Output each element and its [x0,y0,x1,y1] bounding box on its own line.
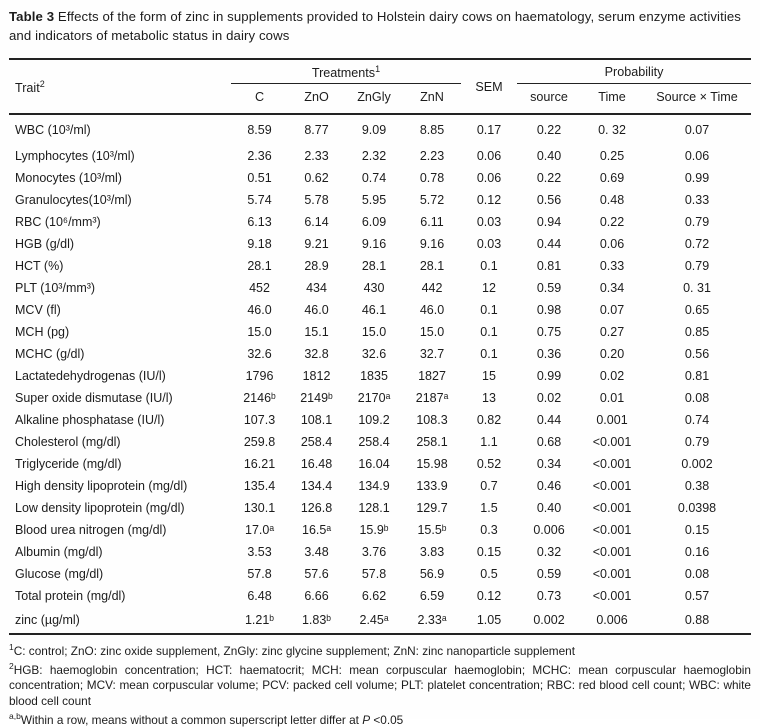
value-cell-p-source-x-time: 0.38 [684,479,710,494]
value-cell-znn: 2187ᵃ [415,391,449,406]
value-cell-zno: 32.8 [304,347,329,362]
footnote-3-text: Within a row, means without a common superscript letter differ at [20,712,363,727]
value-cell-zngly: 6.09 [361,215,387,230]
value-cell-zngly: 6.62 [361,589,387,604]
value-cell-sem: 1.1 [480,435,498,450]
value-cell-p-source: 0.32 [536,545,562,560]
value-cell-sem: 0.1 [480,259,498,274]
value-cell-sem: 0.3 [480,523,498,538]
value-cell-c: 6.48 [247,589,272,604]
value-cell-p-source: 0.59 [536,281,562,296]
value-cell-zngly: 46.1 [361,303,387,318]
value-cell-zngly: 430 [363,281,385,296]
trait-cell: Lymphocytes (10³/ml) [15,149,135,164]
value-cell-p-source-x-time: 0.72 [684,237,710,252]
value-cell-znn: 2.33ᵃ [417,613,447,628]
value-cell-p-source: 0.006 [533,523,565,538]
value-cell-znn: 6.59 [419,589,445,604]
trait-cell: Triglyceride (mg/dl) [15,457,122,472]
value-cell-p-source: 0.34 [536,457,562,472]
value-cell-c: 5.74 [247,193,272,208]
value-cell-p-source: 0.46 [536,479,562,494]
value-cell-p-source: 0.36 [536,347,562,362]
table-body [9,114,751,634]
value-cell-p-time: <0.001 [592,457,632,472]
footnote-2-text: HGB: haemoglobin concentration; HCT: haematocrit; MCH: mean corpuscular haemoglobin; MCHC: mean corpuscular haemoglobin concentration; MCV: mean corpuscular volume; PCV: packed cell volume; PLT: platelet concentration; RBC: red blood cell count; WBC: white blood cell count [9,663,751,708]
footnote-3 [9,709,751,728]
table-row [9,321,751,343]
value-cell-c: 1796 [245,369,274,384]
value-cell-c: 17.0ᵃ [245,523,274,538]
trait-cell: WBC (10³/ml) [15,123,91,138]
value-cell-p-source: 0.40 [536,501,562,516]
value-cell-znn: 2.23 [419,149,445,164]
value-cell-p-source: 0.002 [533,613,565,628]
trait-cell: HCT (%) [15,259,64,274]
table-number: Table 3 [9,9,55,24]
value-cell-p-time: <0.001 [592,523,632,538]
value-cell-zno: 57.6 [304,567,329,582]
table-row [9,114,751,145]
value-cell-znn: 9.16 [419,237,445,252]
value-cell-znn: 5.72 [419,193,445,208]
value-cell-p-time: 0.27 [599,325,625,340]
footnote-1 [9,640,751,659]
value-cell-znn: 28.1 [419,259,445,274]
value-cell-p-source-x-time: 0.79 [684,215,710,230]
value-cell-c: 16.21 [243,457,276,472]
value-cell-znn: 6.11 [420,215,444,230]
value-cell-p-source-x-time: 0.08 [684,391,710,406]
results-table [9,58,751,635]
value-cell-c: 452 [249,281,270,296]
value-cell-zno: 16.5ᵃ [302,523,331,538]
trait-cell: Lactatedehydrogenas (IU/l) [15,369,166,384]
value-cell-zno: 16.48 [300,457,333,472]
value-cell-p-source-x-time: 0.88 [684,613,710,628]
col-header-zngly: ZnGly [345,84,403,115]
value-cell-p-source: 0.98 [536,303,562,318]
table-caption [9,8,751,45]
value-cell-zngly: 2.32 [361,149,387,164]
value-cell-zngly: 5.95 [361,193,387,208]
value-cell-zngly: 1835 [360,369,388,384]
value-cell-zno: 258.4 [300,435,333,450]
col-header-source: source [517,84,581,115]
value-cell-p-time: 0.001 [596,413,628,428]
table-row [9,365,751,387]
table-row [9,167,751,189]
value-cell-p-time: <0.001 [592,501,632,516]
table-row [9,277,751,299]
value-cell-sem: 0.17 [476,123,502,138]
probability-group-header: Probability [517,59,751,84]
value-cell-znn: 3.83 [419,545,445,560]
value-cell-sem: 15 [482,369,496,384]
value-cell-zngly: 9.16 [361,237,387,252]
table-row [9,299,751,321]
value-cell-zngly: 258.4 [358,435,390,450]
value-cell-p-source-x-time: 0.56 [684,347,710,362]
value-cell-p-source: 0.73 [536,589,562,604]
value-cell-znn: 108.3 [416,413,448,428]
value-cell-p-source-x-time: 0.16 [684,545,710,560]
value-cell-p-source: 0.81 [536,259,562,274]
value-cell-zngly: 15.0 [361,325,387,340]
col-header-znn: ZnN [403,84,461,115]
value-cell-znn: 15.98 [416,457,448,472]
trait-cell: Granulocytes(10³/ml) [15,193,132,208]
value-cell-sem: 0.7 [480,479,498,494]
value-cell-c: 6.13 [247,215,272,230]
value-cell-p-source: 0.40 [536,149,562,164]
value-cell-p-time: 0.25 [599,149,625,164]
value-cell-c: 2.36 [247,149,272,164]
value-cell-znn: 32.7 [419,347,445,362]
col-header-c: C [231,84,288,115]
value-cell-zngly: 0.74 [361,171,387,186]
value-cell-zno: 0.62 [304,171,329,186]
value-cell-sem: 0.12 [476,589,502,604]
value-cell-znn: 129.7 [416,501,448,516]
value-cell-p-source-x-time: 0.06 [684,149,710,164]
value-cell-c: 1.21ᵇ [244,613,275,628]
trait-cell: MCH (pg) [15,325,70,340]
value-cell-p-time: 0.07 [599,303,625,318]
value-cell-p-time: <0.001 [592,567,632,582]
sem-column-header: SEM [461,59,517,114]
table-row [9,233,751,255]
value-cell-p-time: <0.001 [592,435,632,450]
value-cell-p-source: 0.99 [536,369,562,384]
value-cell-p-time: 0.02 [599,369,625,384]
value-cell-zno: 46.0 [304,303,329,318]
value-cell-p-source-x-time: 0.99 [684,171,710,186]
value-cell-p-source: 0.44 [536,413,562,428]
value-cell-zngly: 15.9ᵇ [359,523,389,538]
value-cell-zno: 2.33 [304,149,329,164]
value-cell-p-time: 0.22 [599,215,625,230]
table-row [9,211,751,233]
value-cell-p-source: 0.94 [536,215,562,230]
value-cell-p-time: 0.48 [599,193,625,208]
value-cell-p-source: 0.56 [536,193,562,208]
value-cell-p-source-x-time: 0.08 [684,567,710,582]
table-row [9,387,751,409]
value-cell-p-source-x-time: 0.79 [684,435,710,450]
value-cell-sem: 0.82 [476,413,502,428]
value-cell-p-time: 0.34 [599,281,625,296]
value-cell-sem: 1.05 [476,613,502,628]
value-cell-znn: 1827 [418,369,446,384]
value-cell-sem: 0.06 [476,171,502,186]
trait-cell: HGB (g/dl) [15,237,75,252]
trait-cell: Super oxide dismutase (IU/l) [15,391,173,406]
value-cell-zno: 28.9 [304,259,329,274]
value-cell-sem: 0.1 [480,347,498,362]
table-row [9,431,751,453]
value-cell-zngly: 32.6 [361,347,387,362]
value-cell-sem: 13 [482,391,496,406]
footnote-1-text: C: control; ZnO: zinc oxide supplement, ZnGly: zinc glycine supplement; ZnN: zinc nanoparticle supplement [13,644,576,659]
value-cell-p-time: 0.20 [599,347,625,362]
value-cell-p-time: <0.001 [592,545,632,560]
trait-cell: MCHC (g/dl) [15,347,85,362]
value-cell-zngly: 28.1 [361,259,387,274]
table-row [9,585,751,607]
value-cell-sem: 0.1 [480,325,498,340]
value-cell-c: 130.1 [243,501,276,516]
footnote-2-marker: 2 [9,661,14,672]
value-cell-zngly: 134.9 [358,479,390,494]
col-header-source-x-time: Source × Time [643,84,751,115]
value-cell-p-time: 0.006 [596,613,628,628]
value-cell-c: 46.0 [247,303,272,318]
value-cell-p-source-x-time: 0.07 [684,123,710,138]
value-cell-p-source-x-time: 0.85 [684,325,710,340]
value-cell-p-source: 0.02 [536,391,562,406]
value-cell-sem: 0.03 [476,215,502,230]
value-cell-zno: 134.4 [300,479,333,494]
value-cell-p-source-x-time: 0.79 [684,259,710,274]
table-row [9,255,751,277]
value-cell-zngly: 57.8 [361,567,387,582]
value-cell-c: 8.59 [247,123,272,138]
trait-cell: Alkaline phosphatase (IU/l) [15,413,165,428]
value-cell-p-source-x-time: 0.0398 [677,501,717,516]
value-cell-sem: 0.15 [476,545,502,560]
value-cell-znn: 15.5ᵇ [417,523,447,538]
trait-cell: zinc (µg/ml) [15,613,80,628]
col-header-time: Time [581,84,643,115]
value-cell-zno: 1.83ᵇ [301,613,332,628]
table-row [9,343,751,365]
value-cell-zno: 8.77 [304,123,329,138]
trait-cell: Monocytes (10³/ml) [15,171,122,186]
value-cell-c: 0.51 [247,171,272,186]
value-cell-zno: 9.21 [304,237,329,252]
value-cell-zno: 5.78 [304,193,329,208]
value-cell-p-source: 0.59 [536,567,562,582]
footnote-3-threshold: <0.05 [370,712,404,727]
value-cell-p-source-x-time: 0.002 [681,457,713,472]
value-cell-znn: 56.9 [419,567,445,582]
value-cell-c: 3.53 [247,545,272,560]
value-cell-znn: 46.0 [419,303,445,318]
value-cell-p-source: 0.68 [536,435,562,450]
trait-cell: Low density lipoprotein (mg/dl) [15,501,185,516]
value-cell-sem: 1.5 [480,501,498,516]
value-cell-zno: 6.14 [304,215,329,230]
value-cell-sem: 0.52 [476,457,502,472]
value-cell-zngly: 3.76 [361,545,387,560]
treatments-label: Treatments [311,66,376,81]
value-cell-zngly: 2.45ᵃ [359,613,389,628]
value-cell-sem: 0.5 [480,567,498,582]
table-row [9,453,751,475]
treatments-footnote-marker: 1 [375,64,381,74]
value-cell-zno: 6.66 [304,589,329,604]
trait-cell: PLT (10³/mm³) [15,281,96,296]
value-cell-zno: 108.1 [300,413,333,428]
value-cell-c: 2146ᵇ [243,391,276,406]
trait-cell: Total protein (mg/dl) [15,589,126,604]
value-cell-c: 135.4 [243,479,276,494]
trait-cell: Glucose (mg/dl) [15,567,104,582]
value-cell-zno: 434 [306,281,327,296]
table-row [9,189,751,211]
trait-label: Trait [15,80,40,95]
value-cell-znn: 258.1 [416,435,448,450]
value-cell-p-source-x-time: 0.57 [684,589,710,604]
value-cell-p-time: 0.69 [599,171,625,186]
value-cell-zngly: 16.04 [358,457,390,472]
col-header-zno: ZnO [288,84,345,115]
value-cell-c: 32.6 [247,347,272,362]
table-row [9,145,751,167]
value-cell-p-source: 0.22 [536,171,562,186]
table-row [9,519,751,541]
table-row [9,497,751,519]
value-cell-zno: 126.8 [300,501,333,516]
value-cell-zno: 1812 [302,369,331,384]
value-cell-c: 57.8 [247,567,272,582]
value-cell-znn: 0.78 [419,171,445,186]
footnote-1-marker: 1 [9,642,14,653]
treatments-group-header [231,59,461,84]
value-cell-znn: 133.9 [416,479,448,494]
trait-cell: High density lipoprotein (mg/dl) [15,479,188,494]
trait-cell: RBC (10⁶/mm³) [15,215,101,230]
value-cell-znn: 8.85 [419,123,445,138]
value-cell-p-source-x-time: 0.65 [684,303,710,318]
trait-cell: Albumin (mg/dl) [15,545,103,560]
value-cell-sem: 12 [482,281,496,296]
value-cell-p-source-x-time: 0.33 [684,193,710,208]
table-header [9,59,751,114]
value-cell-zno: 3.48 [304,545,329,560]
footnote-2 [9,659,751,709]
value-cell-c: 9.18 [247,237,272,252]
trait-footnote-marker: 2 [39,78,45,89]
table-row [9,607,751,634]
footnote-3-p: P [362,712,371,727]
value-cell-p-source-x-time: 0.15 [684,523,710,538]
value-cell-sem: 0.03 [476,237,502,252]
value-cell-p-source-x-time: 0. 31 [683,281,711,296]
value-cell-zngly: 2170ᵃ [357,391,391,406]
value-cell-p-time: 0.01 [599,391,625,406]
value-cell-p-time: 0.06 [599,237,625,252]
table-caption-text: Effects of the form of zinc in supplements provided to Holstein dairy cows on haematology, serum enzyme activities and indicators of metabolic status in dairy cows [9,9,741,43]
value-cell-c: 259.8 [243,435,276,450]
trait-column-header [9,59,231,114]
table-row [9,563,751,585]
footnote-3-marker: a,b [9,710,21,721]
value-cell-p-source: 0.44 [536,237,562,252]
value-cell-c: 15.0 [247,325,272,340]
value-cell-p-source-x-time: 0.81 [684,369,710,384]
trait-cell: Cholesterol (mg/dl) [15,435,121,450]
value-cell-zno: 2149ᵇ [300,391,333,406]
value-cell-znn: 442 [421,281,443,296]
value-cell-c: 28.1 [247,259,272,274]
trait-cell: Blood urea nitrogen (mg/dl) [15,523,167,538]
value-cell-p-source: 0.22 [536,123,562,138]
value-cell-zngly: 128.1 [358,501,390,516]
value-cell-p-source: 0.75 [536,325,562,340]
value-cell-sem: 0.1 [480,303,498,318]
value-cell-znn: 15.0 [419,325,445,340]
footnotes [9,640,751,728]
value-cell-sem: 0.06 [476,149,502,164]
value-cell-p-time: 0.33 [599,259,625,274]
value-cell-zngly: 109.2 [358,413,390,428]
value-cell-sem: 0.12 [476,193,502,208]
value-cell-c: 107.3 [243,413,276,428]
value-cell-p-time: <0.001 [592,479,632,494]
value-cell-zngly: 9.09 [361,123,387,138]
table-row [9,475,751,497]
table-row [9,409,751,431]
value-cell-zno: 15.1 [304,325,329,340]
value-cell-p-source-x-time: 0.74 [684,413,710,428]
table-row [9,541,751,563]
value-cell-p-time: 0. 32 [598,123,626,138]
trait-cell: MCV (fl) [15,303,61,318]
value-cell-p-time: <0.001 [592,589,632,604]
